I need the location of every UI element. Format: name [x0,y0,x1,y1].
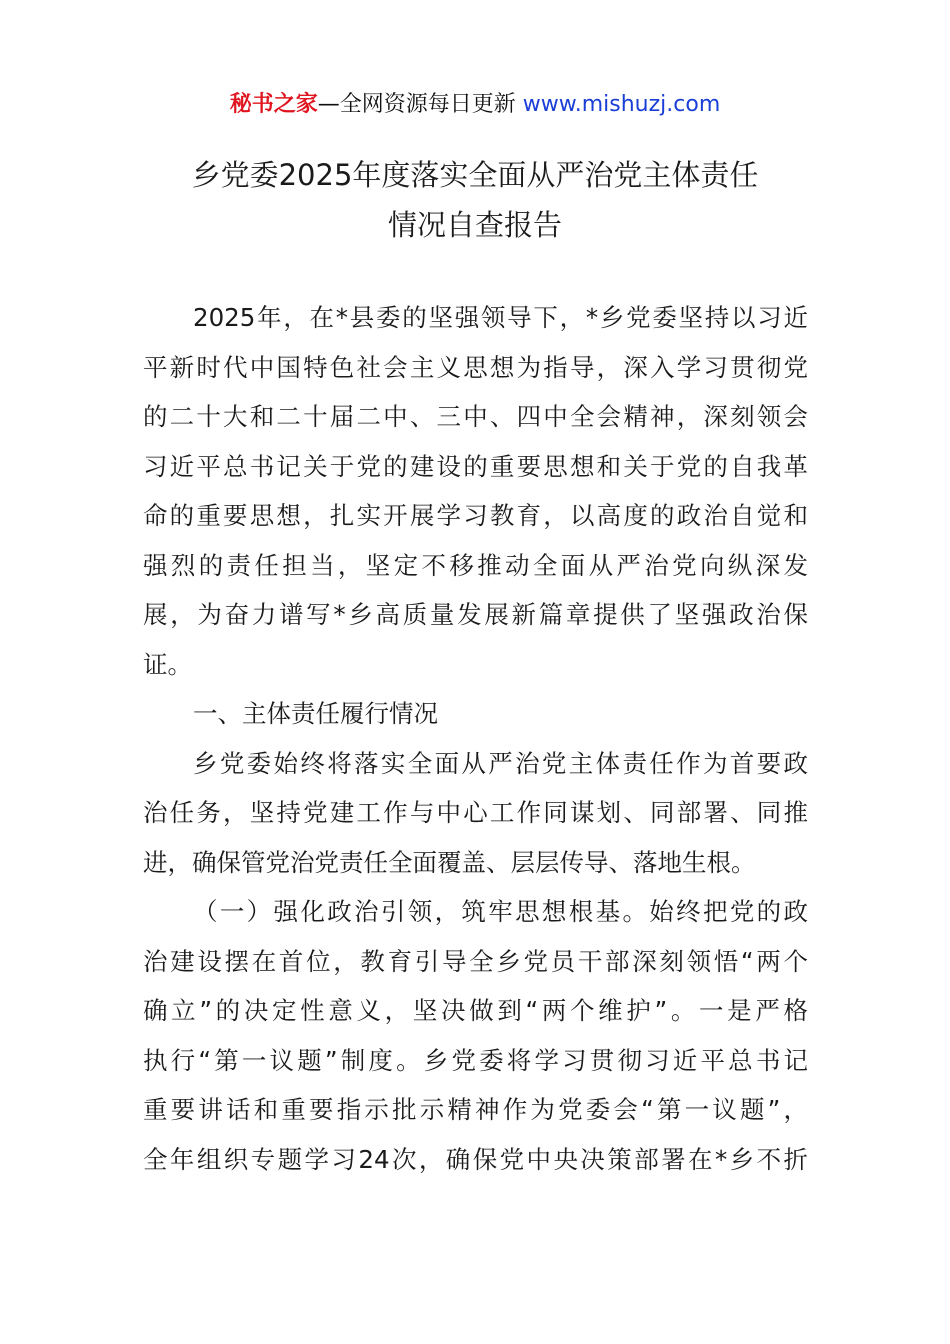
paragraph-3-line: 确立”的决定性意义，坚决做到“两个维护”。一是严格 [143,996,808,1025]
paragraph-2-line: 乡党委始终将落实全面从严治党主体责任作为首要政 [193,748,808,778]
paragraph-2-line: 进，确保管党治党责任全面覆盖、层层传导、落地生根。 [143,847,756,877]
document-body [143,293,808,1184]
paragraph-3-line: 重要讲话和重要指示批示精神作为党委会“第一议题”， [143,1095,808,1124]
document-title [0,150,950,250]
paragraph-3-line: 执行“第一议题”制度。乡党委将学习贯彻习近平总书记 [143,1045,808,1075]
paragraph-1-line: 强烈的责任担当，坚定不移推动全面从严治党向纵深发 [143,550,808,580]
title-line-2: 情况自查报告 [387,208,562,242]
header-tagline: —全网资源每日更新 [317,92,516,117]
paragraph-1-line: 2025年，在*县委的坚强领导下，*乡党委坚持以习近 [193,303,808,332]
paragraph-1-line: 习近平总书记关于党的建设的重要思想和关于党的自我革 [143,451,808,481]
paragraph-3-line: 全年组织专题学习24次，确保党中央决策部署在*乡不折 [143,1144,808,1174]
site-header-banner [0,88,950,122]
paragraph-1-line: 证。 [143,649,192,679]
paragraph-1-line: 平新时代中国特色社会主义思想为指导，深入学习贯彻党 [143,352,808,382]
paragraph-3-line: （一）强化政治引领，筑牢思想根基。始终把党的政 [193,897,808,926]
paragraph-2-line: 治任务，坚持党建工作与中心工作同谋划、同部署、同推 [143,798,808,827]
paragraph-3-line: 治建设摆在首位，教育引导全乡党员干部深刻领悟“两个 [143,946,808,976]
paragraph-1-line: 命的重要思想，扎实开展学习教育，以高度的政治自觉和 [143,501,808,530]
brand-name: 秘书之家 [229,92,318,117]
paragraph-1-line: 的二十大和二十届二中、三中、四中全会精神，深刻领会 [143,402,808,431]
title-line-1: 乡党委2025年度落实全面从严治党主体责任 [191,158,759,192]
section-heading-1: 一、主体责任履行情况 [193,699,438,728]
site-url-link[interactable]: www.mishuzj.com [522,92,721,117]
paragraph-1-line: 展，为奋力谱写*乡高质量发展新篇章提供了坚强政治保 [143,600,808,629]
